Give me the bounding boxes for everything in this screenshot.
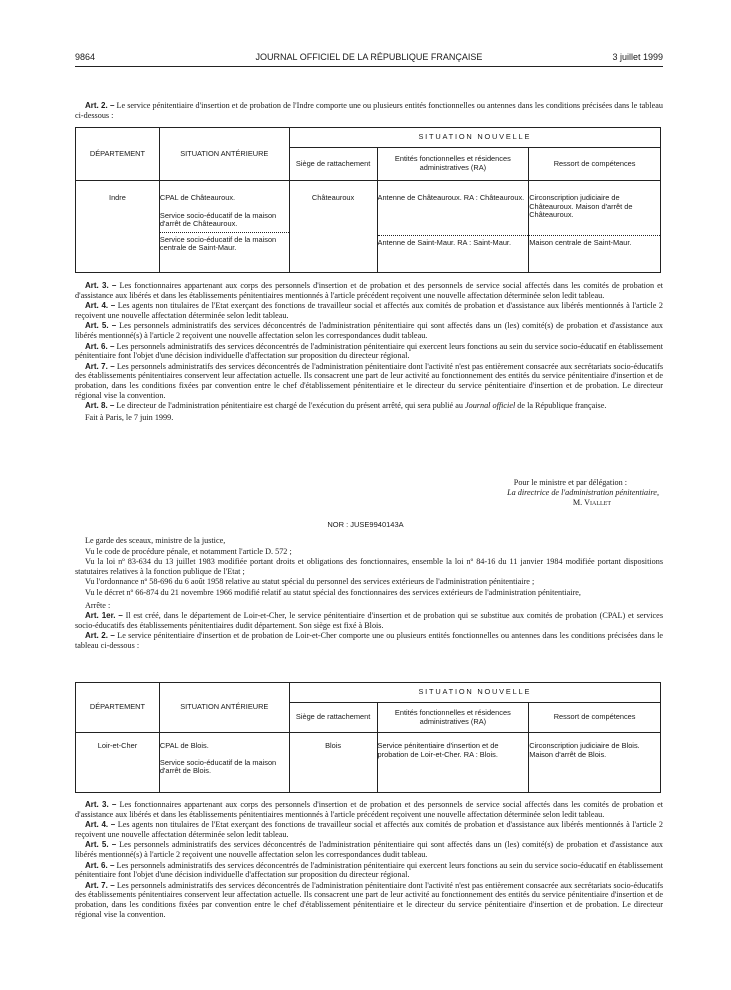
- article-text: Les personnels administratifs des services déconcentrés de l'administration pénitentiaire qui sont affectés dans un (les) comité(s) de probation et d'assistance aux libérés mentionné(s) à l'article 2 reçoivent une nouvelle affectation selon les correspondances dudit tableau.: [75, 321, 664, 340]
- article-label: Art. 6. –: [85, 341, 115, 351]
- row-separator: [529, 235, 660, 236]
- article-text: Le service pénitentiaire d'insertion et de probation de Loir-et-Cher comporte une ou plusieurs entités fonctionnelles ou antennes dans les conditions précisées dans le tableau ci-dessous :: [75, 631, 664, 650]
- cell-departement: Indre: [76, 181, 160, 273]
- signature-name: M. Viallet: [572, 498, 611, 507]
- s2-articles: [75, 800, 663, 920]
- col-situation-nouvelle: SITUATION NOUVELLE: [289, 683, 660, 703]
- col-siege: Siège de rattachement: [289, 703, 377, 733]
- journal-title: JOURNAL OFFICIEL DE LA RÉPUBLIQUE FRANÇAISE: [255, 52, 483, 62]
- table-row: [76, 733, 661, 793]
- cell-anterieure: Service socio-éducatif de la maison d'arrêt de Châteauroux.: [159, 210, 277, 229]
- page-number: 9864: [75, 52, 96, 62]
- col-situation-anterieure: SITUATION ANTÉRIEURE: [159, 128, 289, 181]
- s1-table: [75, 127, 661, 273]
- article-text: Les agents non titulaires de l'Etat exerçant des fonctions de travailleur social et affectés aux comités de probation et d'assistance aux libérés mentionnés à l'article 2 reçoivent une nouvelle affectation déterminée selon ledit tableau.: [75, 301, 664, 320]
- cell-entites: Service pénitentiaire d'insertion et de probation de Loir-et-Cher. RA : Blois.: [377, 733, 529, 793]
- article-text: Les fonctionnaires appartenant aux corps des personnels d'insertion et de probation et des personnels de service social affectés dans les comités de probation et d'assistance aux libérés et dans les établissements pénitentiaires mentionnés à l'article précédent reçoivent une nouvelle affectation déterminée selon ledit tableau.: [75, 800, 664, 819]
- article-label: Art. 2. –: [85, 101, 115, 110]
- article-label: Art. 4. –: [85, 301, 116, 311]
- preamble-line: Vu l'ordonnance nº 58-696 du 6 août 1958 relative au statut spécial du personnel des services extérieurs de l'administration pénitentiaire ;: [85, 577, 535, 587]
- cell-entites: Antenne de Saint-Maur. RA : Saint-Maur.: [377, 238, 512, 247]
- row-separator: [378, 235, 529, 236]
- article-label: Art. 8. –: [85, 401, 115, 411]
- article-label: Art. 3. –: [85, 281, 117, 290]
- table-row: [76, 181, 661, 273]
- arrete-heading: Arrête :: [85, 600, 111, 610]
- article-label: Art. 5. –: [85, 321, 117, 331]
- header-rule: [75, 66, 663, 67]
- article-label: Art. 4. –: [85, 820, 116, 830]
- article-text: Les agents non titulaires de l'Etat exerçant des fonctions de travailleur social et affectés aux comités de probation et d'assistance aux libérés mentionnés à l'article 2 reçoivent une nouvelle affectation déterminée selon ledit tableau.: [75, 820, 664, 839]
- article-label: Art. 6. –: [85, 860, 115, 870]
- article-text: Les personnels administratifs des services déconcentrés de l'administration pénitentiaire qui exercent leurs fonctions au sein du service socio-éducatif en établissement pénitentiaire font l'objet d'une décision individuelle d'affectation sur proposition du directeur régional.: [75, 860, 663, 880]
- nor-reference: NOR : JUSE9940143A: [327, 520, 404, 529]
- article-label: Art. 7. –: [85, 880, 115, 890]
- col-ressort: Ressort de compétences: [529, 148, 661, 181]
- col-situation-anterieure: SITUATION ANTÉRIEURE: [159, 683, 289, 733]
- article-text-italic: Journal officiel: [464, 401, 516, 411]
- col-entites: Entités fonctionnelles et résidences administratives (RA): [377, 148, 529, 181]
- cell-siege: Blois: [289, 733, 377, 793]
- cell-ressort: Maison centrale de Saint-Maur.: [529, 238, 632, 247]
- article-label: Art. 7. –: [85, 361, 115, 371]
- preamble-line: Vu le code de procédure pénale, et notamment l'article D. 572 ;: [85, 546, 292, 556]
- article-text: Les personnels administratifs des services déconcentrés de l'administration pénitentiaire qui sont affectés dans un (les) comité(s) de probation et d'assistance aux libérés mentionné(s) à l'article 2 reçoivent une nouvelle affectation selon les correspondances dudit tableau.: [75, 840, 664, 859]
- col-situation-nouvelle: SITUATION NOUVELLE: [289, 128, 660, 148]
- cell-entites: Antenne de Châteauroux. RA : Châteauroux.: [377, 193, 525, 202]
- s1-articles: [75, 281, 663, 423]
- cell-anterieure: Service socio-éducatif de la maison d'arrêt de Blois.: [159, 757, 277, 776]
- article-label: Art. 2. –: [85, 631, 115, 641]
- fait-a-paris: Fait à Paris, le 7 juin 1999.: [85, 412, 174, 422]
- preamble-line: Le garde des sceaux, ministre de la justice,: [85, 536, 226, 545]
- article-label: Art. 3. –: [85, 800, 117, 809]
- cell-anterieure: Service socio-éducatif de la maison centrale de Saint-Maur.: [159, 234, 277, 253]
- s1-art2: [75, 101, 663, 121]
- col-siege: Siège de rattachement: [289, 148, 377, 181]
- article-label: Art. 5. –: [85, 840, 117, 850]
- col-departement: DÉPARTEMENT: [76, 683, 160, 733]
- signature-line: Pour le ministre et par délégation :: [513, 478, 627, 487]
- cell-departement: Loir-et-Cher: [76, 733, 160, 793]
- article-text: de la République française.: [515, 401, 607, 411]
- article-text: Les personnels administratifs des services déconcentrés de l'administration pénitentiaire dont l'activité n'est pas entièrement consacrée aux secrétariats socio-éducatifs des établissements pénitentiaires conservent leur affectation actuelle. Ils consacrent une part de leur activité au fonctionnement des entités du service pénitentiaire d'insertion et de probation, dans les conditions fixées par convention entre le chef d'établissement pénitentiaire et le directeur du service pénitentiaire d'insertion et de probation. Le directeur régional vise la convention.: [75, 361, 664, 400]
- preamble-line: Vu la loi nº 83-634 du 13 juillet 1983 modifiée portant droits et obligations des fonctionnaires, ensemble la loi nº 84-16 du 11 janvier 1984 modifiée portant dispositions statutaires relatives à la fonction publique de l'Etat ;: [75, 557, 663, 576]
- s2-table: [75, 682, 661, 793]
- row-separator: [160, 232, 289, 233]
- cell-siege: Châteauroux: [289, 181, 377, 273]
- article-text: Les personnels administratifs des services déconcentrés de l'administration pénitentiaire dont l'activité n'est pas entièrement consacrée aux secrétariats socio-éducatifs des établissements pénitentiaires conservent leur affectation actuelle. Ils consacrent une part de leur activité au fonctionnement des entités du service pénitentiaire d'insertion et de probation, dans les conditions fixées par convention entre le chef d'établissement pénitentiaire et le directeur du service pénitentiaire d'insertion et de probation. Le directeur régional vise la convention.: [75, 880, 664, 919]
- col-departement: DÉPARTEMENT: [76, 128, 160, 181]
- article-label: Art. 1er. –: [85, 611, 123, 621]
- article-text: Le directeur de l'administration pénitentiaire est chargé de l'exécution du présent arrêté, qui sera publié au: [116, 401, 465, 411]
- signature-line: La directrice de l'administration pénitentiaire,: [507, 488, 659, 497]
- cell-anterieure: CPAL de Blois.: [159, 741, 209, 750]
- cell-ressort: Circonscription judiciaire de Blois. Maison d'arrêt de Blois.: [529, 733, 661, 793]
- article-text: Il est créé, dans le département de Loir-et-Cher, le service pénitentiaire d'insertion et de probation qui se substitue aux comités de probation (CPAL) et services socio-éducatifs des établissements pénitentiaires dudit département. Son siège est fixé à Blois.: [75, 611, 664, 630]
- col-ressort: Ressort de compétences: [529, 703, 661, 733]
- s2-preamble: [75, 536, 663, 652]
- signature-block: [359, 478, 659, 508]
- col-entites: Entités fonctionnelles et résidences administratives (RA): [377, 703, 529, 733]
- cell-ressort: Circonscription judiciaire de Châteauroux. Maison d'arrêt de Châteauroux.: [529, 193, 633, 220]
- article-text: Les fonctionnaires appartenant aux corps des personnels d'insertion et de probation et des personnels de service social affectés dans les comités de probation et d'assistance aux libérés et dans les établissements pénitentiaires mentionnés à l'article précédent reçoivent une nouvelle affectation déterminée selon ledit tableau.: [75, 281, 664, 300]
- article-text: Les personnels administratifs des services déconcentrés de l'administration pénitentiaire qui exercent leurs fonctions au sein du service socio-éducatif en établissement pénitentiaire font l'objet d'une décision individuelle d'affectation sur proposition du directeur régional.: [75, 341, 663, 361]
- preamble-line: Vu le décret nº 66-874 du 21 novembre 1966 modifié relatif au statut spécial des fonctionnaires des services extérieurs de l'administration pénitentiaire,: [85, 587, 581, 597]
- publication-date: 3 juillet 1999: [612, 52, 663, 62]
- article-text: Le service pénitentiaire d'insertion et de probation de l'Indre comporte une ou plusieurs entités fonctionnelles ou antennes dans les conditions précisées dans le tableau ci-dessous :: [75, 101, 664, 120]
- page-header: [75, 52, 663, 66]
- cell-anterieure: CPAL de Châteauroux.: [159, 193, 236, 202]
